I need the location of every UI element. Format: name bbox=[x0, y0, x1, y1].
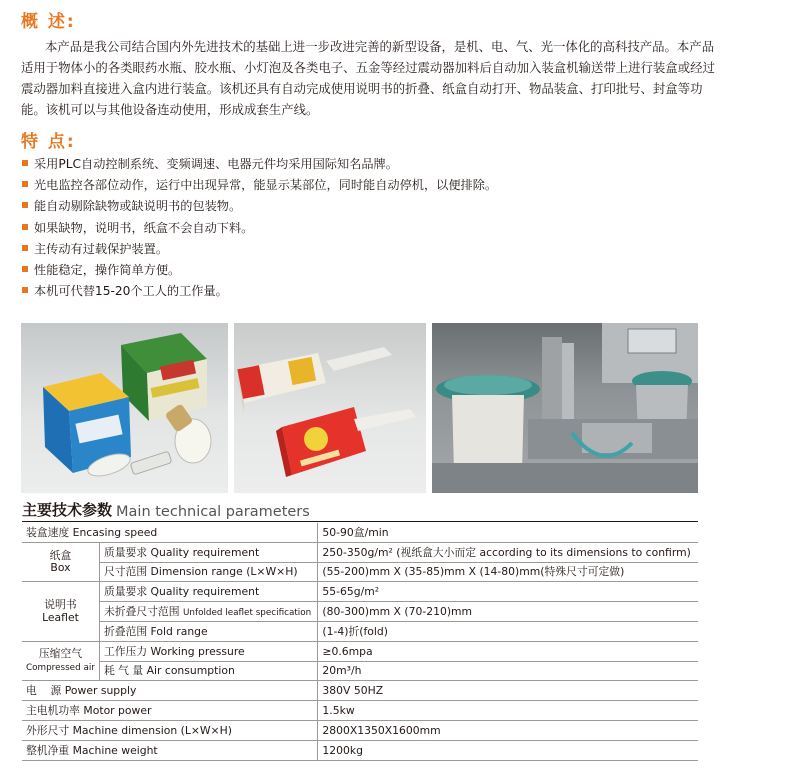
list-item bbox=[22, 281, 497, 302]
power-supply-value: 380V 50HZ bbox=[318, 681, 698, 701]
list-item bbox=[22, 239, 497, 260]
features-list bbox=[22, 154, 497, 302]
bullet-icon bbox=[22, 266, 28, 272]
table-row bbox=[22, 582, 698, 602]
leaflet-unfolded-en: Unfolded leaflet specification bbox=[182, 608, 312, 619]
machine-photo bbox=[432, 323, 698, 493]
machine-weight-value: 1200kg bbox=[318, 740, 698, 760]
feature-text: 如果缺物，说明书，纸盒不会自动下料。 bbox=[34, 220, 254, 235]
spec-title-cn: 主要技术参数 bbox=[22, 501, 113, 519]
bullet-icon bbox=[22, 202, 28, 208]
leaflet-fold-label: 折叠范围 Fold range bbox=[99, 621, 317, 641]
spec-table bbox=[22, 523, 698, 761]
air-consumption-label: 耗 气 量 Air consumption bbox=[99, 661, 317, 681]
feature-text: 能自动剔除缺物或缺说明书的包装物。 bbox=[34, 199, 242, 214]
table-row bbox=[22, 562, 698, 582]
motor-power-value: 1.5kw bbox=[318, 701, 698, 721]
spec-title-en: Main technical parameters bbox=[116, 504, 310, 520]
box-group-en: Box bbox=[50, 561, 71, 575]
table-row bbox=[22, 720, 698, 740]
table-row bbox=[22, 523, 698, 542]
air-pressure-value: ≥0.6mpa bbox=[318, 641, 698, 661]
overview-title: 概 述: bbox=[21, 12, 76, 32]
table-row bbox=[22, 602, 698, 622]
leaflet-group-en: Leaflet bbox=[42, 610, 79, 624]
box-group-cn: 纸盒 bbox=[49, 548, 72, 562]
feature-text: 采用PLC自动控制系统、变频调速、电器元件均采用国际知名品牌。 bbox=[34, 157, 398, 171]
table-row bbox=[22, 641, 698, 661]
table-row bbox=[22, 542, 698, 562]
feature-text: 本机可代替15-20个工人的工作量。 bbox=[34, 284, 228, 299]
bullet-icon bbox=[22, 287, 28, 293]
bullet-icon bbox=[22, 245, 28, 251]
bullet-icon bbox=[22, 160, 28, 166]
list-item bbox=[22, 260, 497, 281]
leaflet-unfolded-cn: 未折叠尺寸范围 bbox=[103, 605, 180, 619]
leaflet-quality-value: 55-65g/m² bbox=[318, 582, 698, 602]
leaflet-fold-value: (1-4)折(fold) bbox=[318, 621, 698, 641]
list-item bbox=[22, 175, 497, 196]
air-pressure-label: 工作压力 Working pressure bbox=[99, 641, 317, 661]
table-row bbox=[22, 661, 698, 681]
air-group-en: Compressed air bbox=[26, 662, 95, 673]
spec-title bbox=[22, 499, 698, 522]
leaflet-group bbox=[22, 582, 99, 641]
air-consumption-value: 20m³/h bbox=[318, 661, 698, 681]
power-supply-label: 电 源 Power supply bbox=[22, 681, 318, 701]
feature-text: 主传动有过载保护装置。 bbox=[34, 241, 169, 256]
box-dimension-value: (55-200)mm X (35-85)mm X (14-80)mm(特殊尺寸可定做) bbox=[318, 562, 698, 582]
product-photo-tubes bbox=[234, 323, 426, 493]
overview-text: 本产品是我公司结合国内外先进技术的基础上进一步改进完善的新型设备，是机、电、气、光一体化的高科技产品。本产品适用于物体小的各类眼药水瓶、胶水瓶、小灯泡及各类电子、五金等经过震动器加料后自动加入装盒机输送带上进行装盒或经过震动器加料直接进入盒内进行装盒。该机还具有自动完成使用说明书的折叠、纸盒自动打开、物品装盒、打印批号、封盒等功能。该机可以与其他设备连动使用，形成成套生产线。 bbox=[21, 39, 715, 117]
leaflet-unfolded-label bbox=[99, 602, 317, 622]
features-title: 特 点: bbox=[21, 132, 76, 152]
bullet-icon bbox=[22, 181, 28, 187]
bullet-icon bbox=[22, 224, 28, 230]
table-row bbox=[22, 740, 698, 760]
feature-text: 光电监控各部位动作，运行中出现异常，能显示某部位，同时能自动停机，以便排除。 bbox=[34, 178, 498, 193]
leaflet-unfolded-value: (80-300)mm X (70-210)mm bbox=[318, 602, 698, 622]
air-group bbox=[22, 641, 99, 681]
table-row bbox=[22, 681, 698, 701]
encasing-speed-value: 50-90盒/min bbox=[318, 523, 698, 542]
leaflet-group-cn: 说明书 bbox=[44, 598, 77, 612]
table-row bbox=[22, 701, 698, 721]
encasing-speed-label: 装盒速度 Encasing speed bbox=[22, 523, 318, 542]
product-photo-bulbs bbox=[21, 323, 228, 493]
motor-power-label: 主电机功率 Motor power bbox=[22, 701, 318, 721]
machine-dimension-label: 外形尺寸 Machine dimension (L×W×H) bbox=[22, 720, 318, 740]
box-quality-label: 质量要求 Quality requirement bbox=[99, 542, 317, 562]
list-item bbox=[22, 154, 497, 175]
list-item bbox=[22, 196, 497, 217]
air-group-cn: 压缩空气 bbox=[38, 647, 83, 661]
feature-text: 性能稳定，操作简单方便。 bbox=[34, 263, 181, 278]
machine-weight-label: 整机净重 Machine weight bbox=[22, 740, 318, 760]
table-row bbox=[22, 621, 698, 641]
box-quality-value: 250-350g/m² (视纸盒大小而定 according to its dimensions to confirm) bbox=[318, 542, 698, 562]
box-group bbox=[22, 542, 99, 582]
list-item bbox=[22, 218, 497, 239]
leaflet-quality-label: 质量要求 Quality requirement bbox=[99, 582, 317, 602]
box-dimension-label: 尺寸范围 Dimension range (L×W×H) bbox=[99, 562, 317, 582]
machine-dimension-value: 2800X1350X1600mm bbox=[318, 720, 698, 740]
